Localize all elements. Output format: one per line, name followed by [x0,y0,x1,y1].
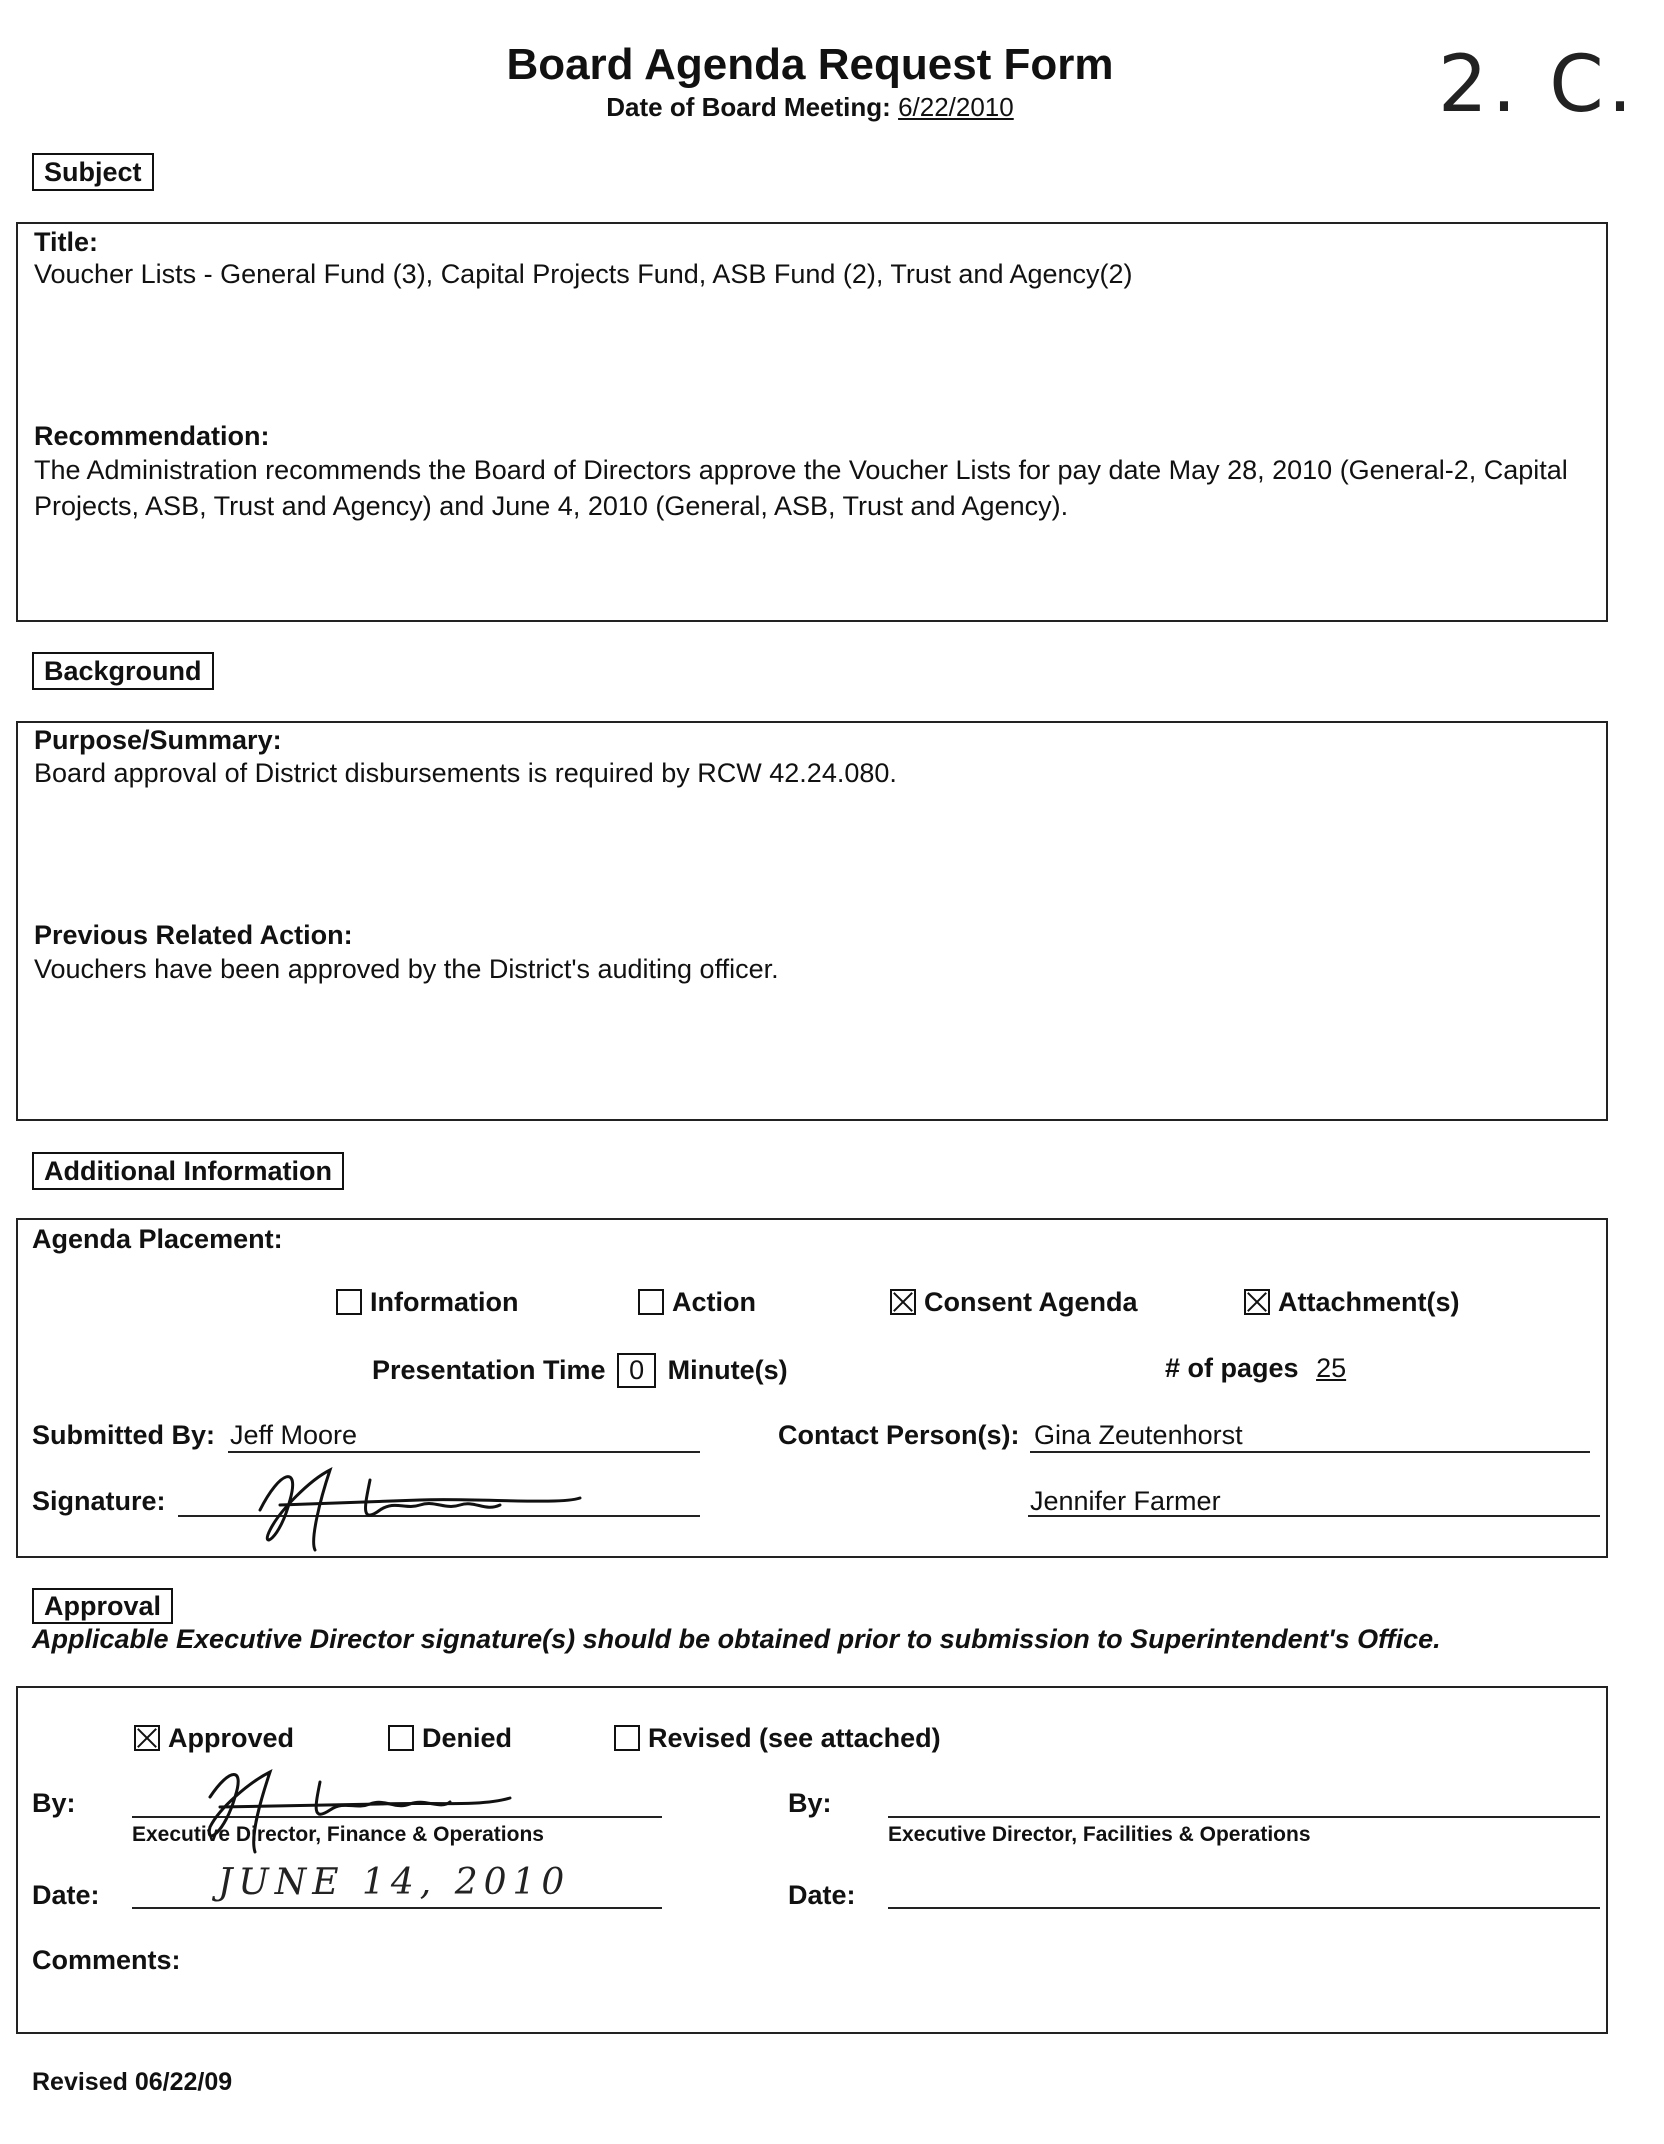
purpose-label: Purpose/Summary: [34,725,282,755]
background-tag: Background [32,652,214,690]
title-label: Title: [34,227,99,257]
pages-value: 25 [1316,1353,1347,1383]
consent-agenda-option-label: Consent Agenda [924,1287,1138,1317]
by-label-right: By: [788,1788,832,1818]
date-line-left [132,1907,662,1909]
meeting-date-line [0,92,1620,123]
approval-tag: Approval [32,1588,173,1624]
purpose-text: Board approval of District disbursements is required by RCW 42.24.080. [34,758,897,788]
contact-person-2-line [1028,1515,1600,1517]
minutes-label: Minute(s) [667,1355,788,1385]
pages-row [1165,1353,1346,1384]
approval-note: Applicable Executive Director signature(s) should be obtained prior to submission to Superintendent's Office. [32,1624,1441,1654]
action-option[interactable] [638,1287,756,1318]
revised-option-label: Revised (see attached) [648,1723,941,1753]
comments-label: Comments: [32,1945,181,1975]
left-role-label: Executive Director, Finance & Operations [132,1823,544,1846]
submitted-by-value: Jeff Moore [230,1420,358,1450]
previous-action-label: Previous Related Action: [34,920,353,950]
presentation-time-row [372,1353,788,1388]
presentation-time-label: Presentation Time [372,1355,606,1385]
information-checkbox[interactable] [336,1289,362,1315]
approved-option-label: Approved [168,1723,295,1753]
form-title: Board Agenda Request Form [506,40,1114,89]
previous-action-text: Vouchers have been approved by the District's auditing officer. [34,954,779,984]
date-line-right [888,1907,1600,1909]
approval-date-value: JUNE 14, 2010 [218,1862,571,1903]
date-label-left: Date: [32,1880,100,1910]
revised-checkbox[interactable] [614,1725,640,1751]
recommendation-text: The Administration recommends the Board of Directors approve the Voucher Lists for pay date May 28, 2010 (General-2, Capital Projects, ASB, Trust and Agency) and June 4, 2010 (General, ASB, Trust and Agency). [34,455,1568,521]
submitted-by-label: Submitted By: [32,1420,216,1450]
denied-checkbox[interactable] [388,1725,414,1751]
approved-checkbox[interactable] [134,1725,160,1751]
contact-person-1: Gina Zeutenhorst [1034,1420,1243,1450]
meeting-date-label: Date of Board Meeting: [606,92,891,122]
attachments-option[interactable] [1244,1287,1460,1318]
additional-information-tag: Additional Information [32,1152,344,1190]
pages-label: # of pages [1165,1353,1299,1383]
revised-option[interactable] [614,1723,941,1754]
subject-tag: Subject [32,153,154,191]
contact-person-2: Jennifer Farmer [1030,1486,1221,1516]
consent-agenda-checkbox[interactable] [890,1289,916,1315]
date-label-right: Date: [788,1880,856,1910]
approved-option[interactable] [134,1723,294,1754]
recommendation-label: Recommendation: [34,421,270,451]
action-option-label: Action [672,1287,756,1317]
denied-option-label: Denied [422,1723,513,1753]
action-checkbox[interactable] [638,1289,664,1315]
submitter-signature [220,1450,600,1560]
by-line-right [888,1816,1600,1818]
handwritten-item-number: 2. C. [1438,40,1637,130]
revision-footer: Revised 06/22/09 [32,2068,233,2096]
meeting-date-value: 6/22/2010 [898,92,1014,122]
attachments-checkbox[interactable] [1244,1289,1270,1315]
signature-label: Signature: [32,1486,166,1516]
consent-agenda-option[interactable] [890,1287,1138,1318]
contact-person-line [1030,1451,1590,1453]
by-label-left: By: [32,1788,76,1818]
information-option[interactable] [336,1287,519,1318]
title-text: Voucher Lists - General Fund (3), Capital Projects Fund, ASB Fund (2), Trust and Agency(2) [34,259,1133,289]
presentation-time-field[interactable]: 0 [617,1353,656,1388]
right-role-label: Executive Director, Facilities & Operations [888,1823,1311,1846]
agenda-placement-label: Agenda Placement: [32,1224,283,1254]
contact-person-label: Contact Person(s): [778,1420,1020,1450]
attachments-option-label: Attachment(s) [1278,1287,1460,1317]
information-option-label: Information [370,1287,519,1317]
denied-option[interactable] [388,1723,512,1754]
